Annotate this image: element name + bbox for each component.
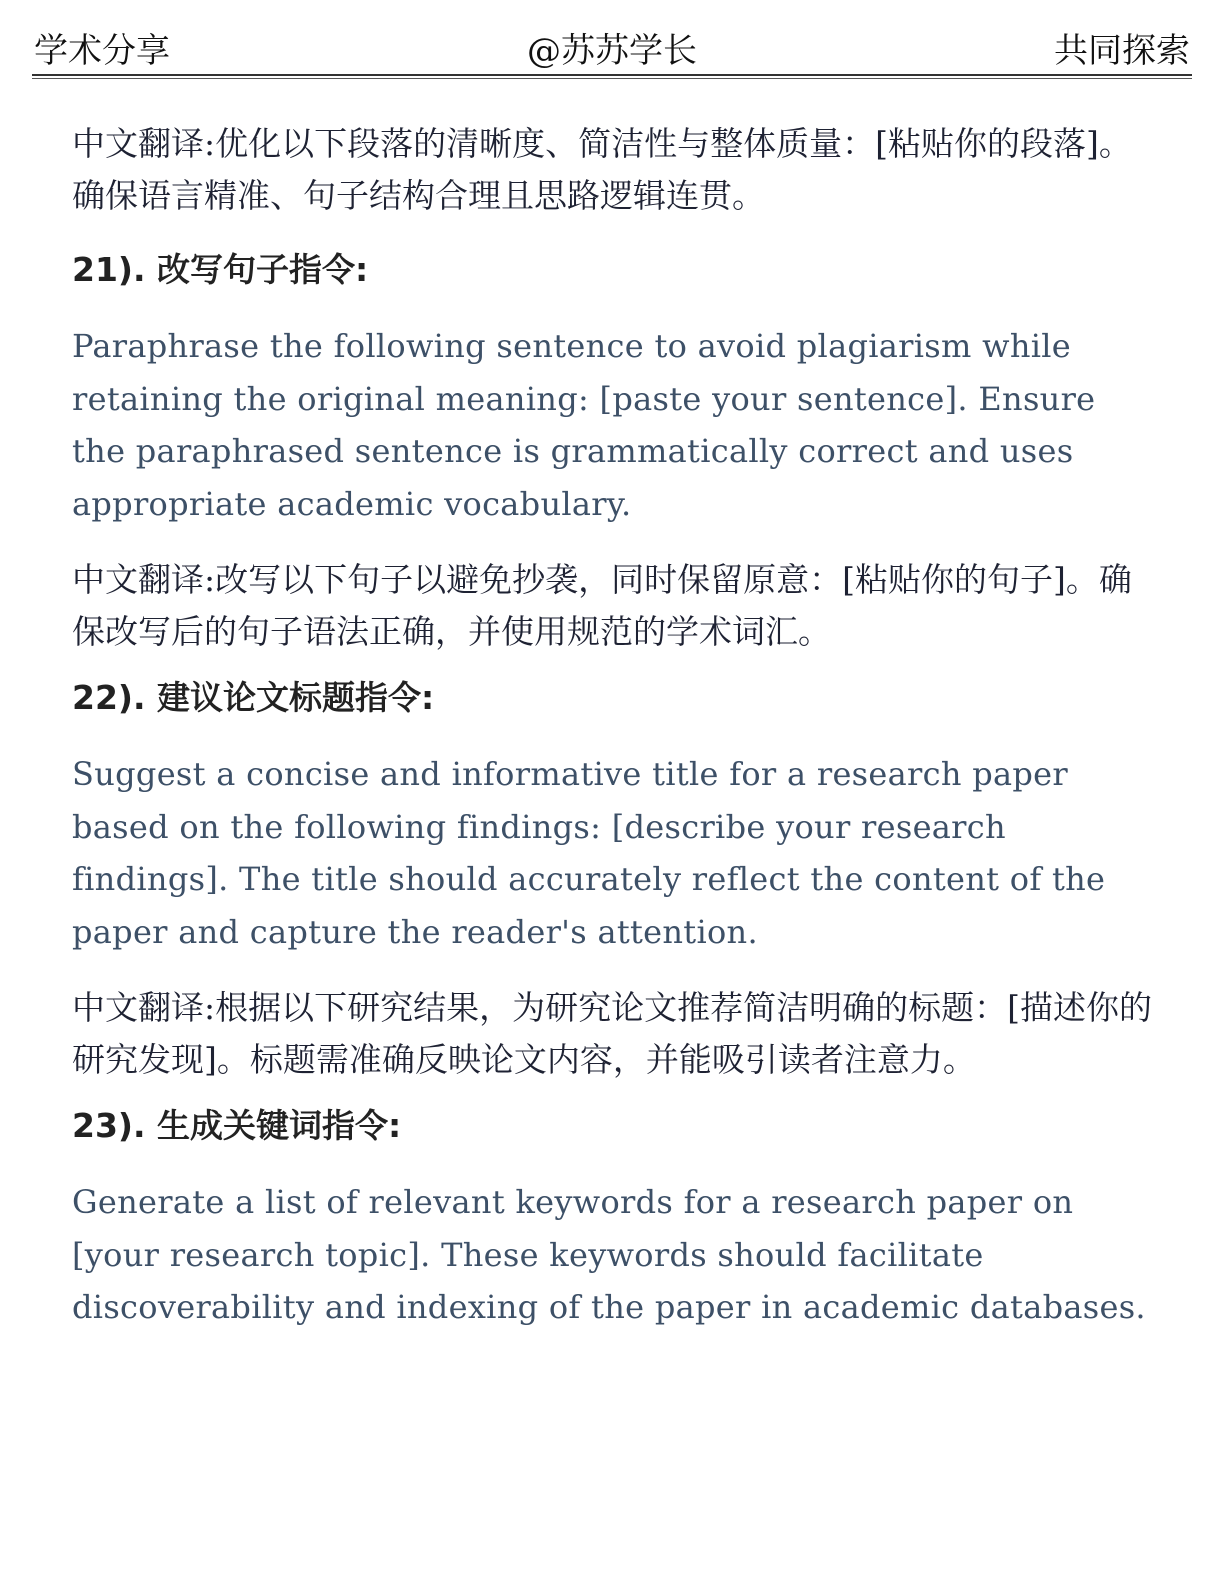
section-22-translation: 中文翻译:根据以下研究结果，为研究论文推荐简洁明确的标题：[描述你的研究发现]。标题需准确反映论文内容，并能吸引读者注意力。 [72,988,1152,1079]
page-header [32,28,1192,74]
section-23-prompt: Generate a list of relevant keywords for a research paper on [your research topic]. These keywords should facilitate discoverability and indexing of the paper in academic databases. [72,1183,1146,1326]
section-23-heading: 23). 生成关键词指令: [72,1106,402,1145]
section-22-heading: 22). 建议论文标题指令: [72,678,435,717]
header-rule-thick [32,74,1192,76]
header-rule-thin [32,78,1192,79]
section-21-heading: 21). 改写句子指令: [72,250,369,289]
header-left-label: 学术分享 [34,31,170,71]
article-body [72,118,1152,1334]
section-21-prompt: Paraphrase the following sentence to avoid plagiarism while retaining the original meaning: [paste your sentence]. Ensure the paraphrased sentence is grammatically correct and uses appropriate academic vocabulary. [72,327,1096,523]
header-author: @苏苏学长 [527,31,697,71]
intro-translation: 中文翻译:优化以下段落的清晰度、简洁性与整体质量：[粘贴你的段落]。确保语言精准、句子结构合理且思路逻辑连贯。 [72,124,1132,215]
section-22-prompt: Suggest a concise and informative title for a research paper based on the following findings: [describe your research findings]. The title should accurately reflect the content of the paper and capture the reader's attention. [72,755,1106,951]
section-21-translation: 中文翻译:改写以下句子以避免抄袭，同时保留原意：[粘贴你的句子]。确保改写后的句子语法正确，并使用规范的学术词汇。 [72,560,1132,651]
header-right-label: 共同探索 [1054,31,1190,71]
